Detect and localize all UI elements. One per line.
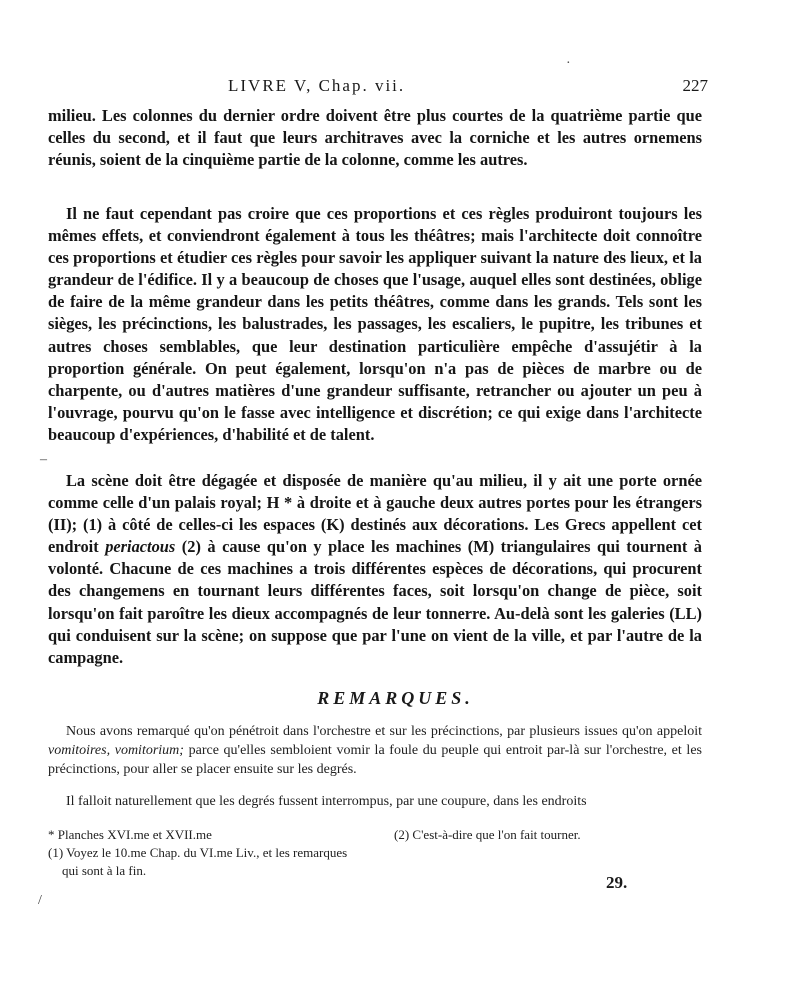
footnote-star: * Planches XVI.me et XVII.me xyxy=(48,827,212,842)
paragraph-3-italic-term: periactous xyxy=(105,537,176,557)
margin-stroke-mark: / xyxy=(38,893,42,908)
paragraph-3-text-b: (2) à cause qu'on y place les machines (M) triangulaires qui tournent à volonté. Chacune de ces machines a trois différentes espèces de décorations, qui procurent des changemens en tournant leurs différentes faces, soit lorsqu'on change de pièce, soit lorsqu'on fait paroître les dieux accompagnés de leur tonnerre. Au-delà sont les galeries (LL) qui conduisent sur la scène; on suppose que par l'une on vient de la ville, et par l'autre de la campagne. xyxy=(48,537,702,667)
remark-paragraph-2: Il falloit naturellement que les degrés fussent interrompus, par une coupure, dans les endroits xyxy=(66,794,587,809)
running-title: LIVRE V, Chap. vii. xyxy=(228,76,406,95)
running-header xyxy=(48,76,708,98)
remark-1-italic-term: vomitoires, vomitorium; xyxy=(48,743,184,758)
remark-paragraph-1 xyxy=(48,722,702,779)
remark-1-text-b: parce qu'elles sembloient vomir la foule du peuple qui entroit par-là sur l'orchestre, et les précinctions, pour aller se placer ensuite sur les degrés. xyxy=(48,743,702,777)
speck-mark: · xyxy=(566,56,571,71)
paragraph-1: milieu. Les colonnes du dernier ordre doivent être plus courtes de la quatrième partie que celles du second, et il faut que leurs architraves avec la corniche et les autres ornemens réunis, soient de la cinquième partie de la colonne, comme les autres. xyxy=(48,106,702,170)
remarks-heading: REMARQUES. xyxy=(317,688,474,708)
signature-mark: 29. xyxy=(606,873,628,892)
paragraph-3 xyxy=(48,470,702,669)
paragraph-2: Il ne faut cependant pas croire que ces proportions et ces règles produiront toujours les mêmes effets, et conviendront également à tous les théâtres; mais l'architecte doit connoître ces proportions et étudier ces règles pour savoir les appliquer suivant la nature des lieux, et la grandeur de l'édifice. Il y a beaucoup de choses que l'usage, auquel elles sont destinées, oblige de faire de la même grandeur dans les petits théâtres, comme dans les grands. Tels sont les sièges, les précinctions, les balustrades, les passages, les escaliers, le pupitre, les tribunes et autres choses semblables, que leur destination particulière empêche d'assujétir à la proportion générale. On peut également, lorsqu'on n'a pas de pièces de marbre ou de charpente, ou d'autres matières d'une grandeur suffisante, retrancher ou ajouter un peu à l'ouvrage, pourvu qu'on le fasse avec intelligence et discrétion; ce qui exige dans l'architecte beaucoup d'expériences, d'habilité et de talent. xyxy=(48,204,702,444)
margin-dash-mark: – xyxy=(40,452,47,467)
remark-1-text-a: Nous avons remarqué qu'on pénétroit dans l'orchestre et sur les précinctions, par plusieurs issues qu'on appeloit xyxy=(66,724,702,739)
footnote-2: (2) C'est-à-dire que l'on fait tourner. xyxy=(394,827,581,842)
paragraph-3-text-a: La scène doit être dégagée et disposée de manière qu'au milieu, il y ait une porte ornée comme celle d'un palais royal; H * à droite et à gauche deux autres portes pour les étrangers (II); (1) à côté de celles-ci les espaces (K) destinés aux décorations. Les Grecs appellent cet endroit xyxy=(48,471,702,557)
page-number: 227 xyxy=(682,76,708,95)
footnote-1: (1) Voyez le 10.me Chap. du VI.me Liv., et les remarques qui sont à la fin. xyxy=(48,845,348,878)
footnotes-right-column xyxy=(394,826,704,844)
footnotes-left-column xyxy=(48,826,348,880)
